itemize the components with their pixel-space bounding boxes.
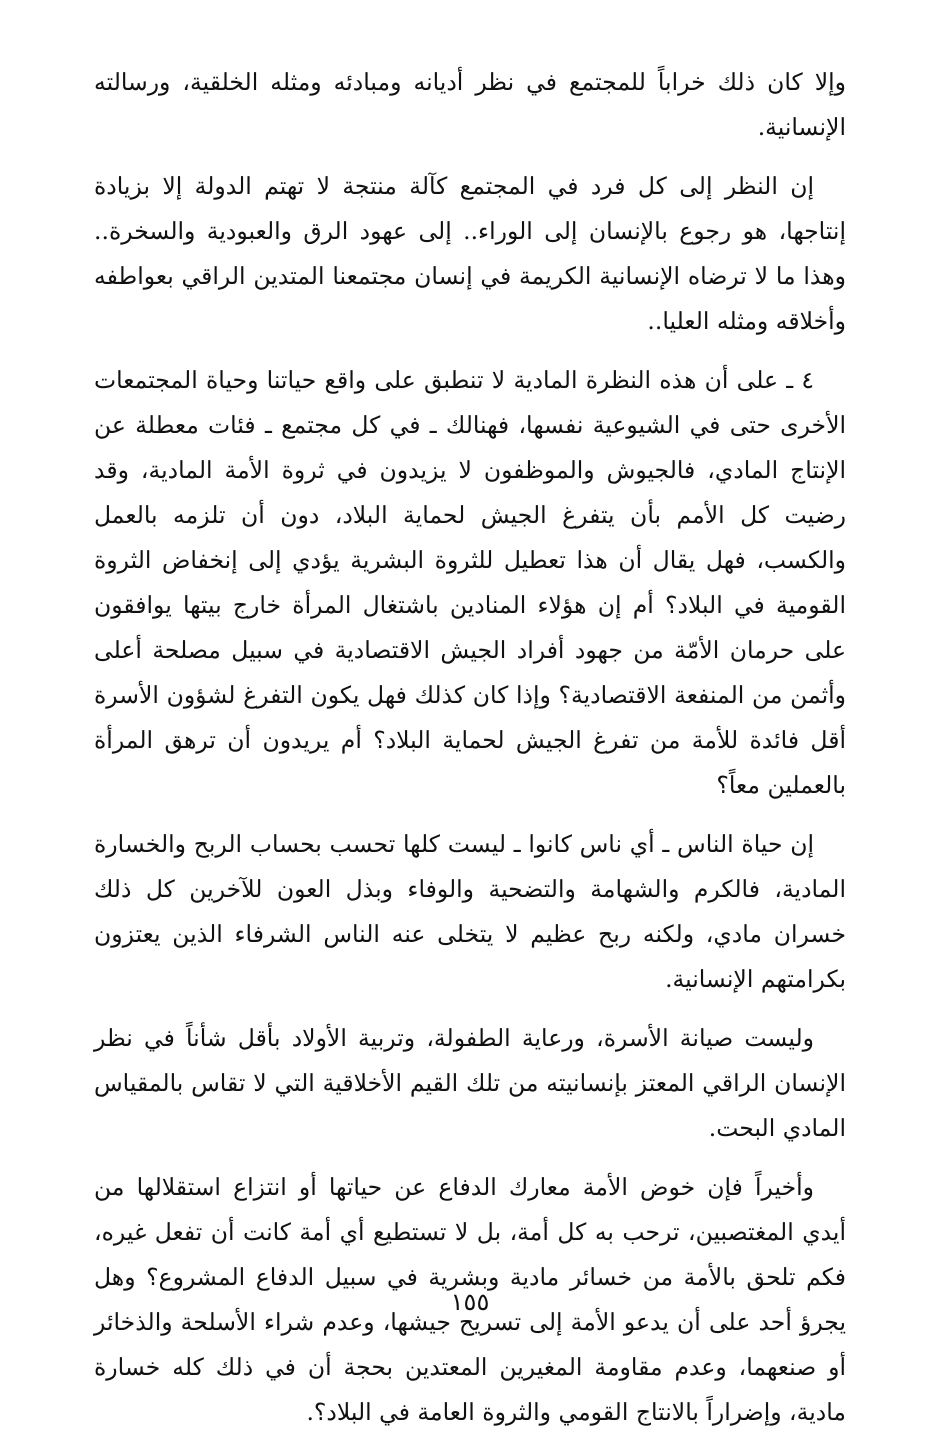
paragraph-continuation: وإلا كان ذلك خراباً للمجتمع في نظر أديانه ومبادئه ومثله الخلقية، ورسالته الإنسانية. xyxy=(94,68,846,141)
paragraph-family-care: وليست صيانة الأسرة، ورعاية الطفولة، وتربية الأولاد بأقل شأناً في نظر الإنسان الراقي المعتز بإنسانيته من تلك القيم الأخلاقية التي لا تقاس بالمقياس المادي البحت. xyxy=(94,1024,846,1142)
paragraph-point-4: ٤ ـ على أن هذه النظرة المادية لا تنطبق على واقع حياتنا وحياة المجتمعات الأخرى حتى في الشيوعية نفسها، فهنالك ـ في كل مجتمع ـ فئات معطلة عن الإنتاج المادي، فالجيوش والموظفون لا يزيدون في ثروة الأمة المادية، وقد رضيت كل الأمم بأن يتفرغ الجيش لحماية البلاد، دون أن تلزمه بالعمل والكسب، فهل يقال أن هذا تعطيل للثروة البشرية يؤدي إلى إنخفاض الثروة القومية في البلاد؟ أم إن هؤلاء المنادين باشتغال المرأة خارج بيتها يوافقون على حرمان الأمّة من جهود أفراد الجيش الاقتصادية في سبيل مصلحة أعلى وأثمن من المنفعة الاقتصادية؟ وإذا كان كذلك فهل يكون التفرغ لشؤون الأسرة أقل فائدة للأمة من تفرغ الجيش لحماية البلاد؟ أم يريدون أن ترهق المرأة بالعملين معاً؟ xyxy=(94,366,846,799)
body-text xyxy=(94,60,846,1449)
page-number: ١٥٥ xyxy=(450,1288,490,1316)
paragraph-national-defense: وأخيراً فإن خوض الأمة معارك الدفاع عن حياتها أو انتزاع استقلالها من أيدي المغتصبين، ترحب به كل أمة، بل لا تستطيع أي أمة كانت أن تفعل غيره، فكم تلحق بالأمة من خسائر مادية وبشرية في سبيل الدفاع المشروع؟ وهل يجرؤ أحد على أن يدعو الأمة إلى تسريح جيشها، وعدم شراء الأسلحة والذخائر أو صنعهما، وعدم مقاومة المغيرين المعتدين بحجة أن في ذلك كله خسارة مادية، وإضراراً بالانتاج القومي والثروة العامة في البلاد؟. xyxy=(94,1173,846,1426)
paragraph-human-productivity: إن النظر إلى كل فرد في المجتمع كآلة منتجة لا تهتم الدولة إلا بزيادة إنتاجها، هو رجوع بالإنسان إلى الوراء.. إلى عهود الرق والعبودية والسخرة.. وهذا ما لا ترضاه الإنسانية الكريمة في إنسان مجتمعنا المتدين الراقي بعواطفه وأخلاقه ومثله العليا.. xyxy=(94,172,846,335)
paragraph-human-life: إن حياة الناس ـ أي ناس كانوا ـ ليست كلها تحسب بحساب الربح والخسارة المادية، فالكرم والشهامة والتضحية والوفاء وبذل العون للآخرين كل ذلك خسران مادي، ولكنه ربح عظيم لا يتخلى عنه الناس الشرفاء الذين يعتزون بكرامتهم الإنسانية. xyxy=(94,830,846,993)
